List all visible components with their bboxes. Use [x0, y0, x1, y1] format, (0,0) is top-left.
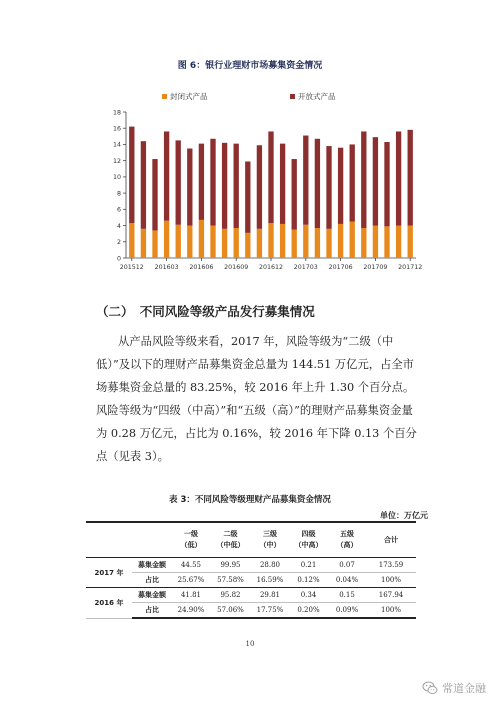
table-year-cell: 2017 年 [86, 558, 132, 588]
x-tick-label: 201709 [363, 264, 388, 271]
bar-segment [199, 144, 204, 220]
bar-segment [361, 131, 366, 228]
bar-segment [303, 225, 308, 258]
bar-segment [280, 224, 285, 258]
figure-title: 图 6：银行业理财市场募集资金情况 [177, 61, 323, 71]
table-value-cell: 0.15 [328, 588, 366, 603]
bar-segment [234, 144, 239, 228]
header-level-4: 四级 （中高） [289, 522, 328, 558]
y-tick-label: 16 [112, 125, 121, 133]
bar-segment [268, 131, 273, 223]
table-value-cell: 17.75% [251, 603, 289, 619]
bar-segment [129, 127, 134, 224]
bar-segment [315, 228, 320, 258]
x-tick-label: 201706 [328, 264, 353, 271]
legend-swatch [290, 94, 295, 99]
table-value-cell: 167.94 [366, 588, 416, 603]
table-metric-cell: 占比 [132, 603, 172, 619]
watermark [422, 680, 486, 696]
table-row [86, 558, 416, 573]
bar-segment [234, 228, 239, 258]
y-tick-label: 14 [112, 141, 121, 149]
table-value-cell: 0.09% [328, 603, 366, 619]
x-tick-label: 201512 [119, 264, 144, 271]
table-row [86, 588, 416, 603]
y-tick-label: 10 [112, 174, 121, 182]
y-tick-label: 18 [112, 109, 121, 117]
bar-segment [384, 142, 389, 226]
bar-segment [187, 226, 192, 258]
y-tick-label: 0 [116, 255, 121, 263]
bar-segment [164, 131, 169, 220]
table-value-cell: 0.20% [289, 603, 328, 619]
table-value-cell: 0.12% [289, 573, 328, 588]
wechat-icon [422, 680, 438, 696]
risk-level-table [86, 521, 416, 619]
x-tick-label: 201703 [293, 264, 318, 271]
bar-segment [257, 145, 262, 229]
bar-segment [141, 229, 146, 258]
bar-segment [303, 136, 308, 225]
y-tick-label: 6 [116, 206, 121, 214]
header-level-1: 一级 （低） [172, 522, 210, 558]
bar-segment [396, 131, 401, 225]
header-blank [86, 522, 132, 558]
bar-segment [141, 141, 146, 229]
bar-segment [408, 130, 413, 226]
bar-segment [268, 223, 273, 258]
legend-swatch [162, 94, 167, 99]
bar-segment [129, 223, 134, 258]
bar-segment [210, 226, 215, 258]
bar-segment [152, 230, 157, 258]
bar-segment [176, 140, 181, 224]
table-value-cell: 41.81 [172, 588, 210, 603]
table-value-cell: 29.81 [251, 588, 289, 603]
bar-segment [338, 148, 343, 224]
x-tick-label: 201612 [258, 264, 284, 271]
table-row [86, 603, 416, 619]
bar-segment [257, 229, 262, 258]
header-level-5: 五级 （高） [328, 522, 366, 558]
legend-label: 开放式产品 [298, 92, 336, 101]
bar-segment [280, 144, 285, 224]
table-value-cell: 0.34 [289, 588, 328, 603]
bar-segment [292, 230, 297, 258]
bar-segment [315, 139, 320, 228]
bar-segment [326, 146, 331, 229]
table-value-cell: 99.95 [210, 558, 251, 573]
legend-label: 封闭式产品 [170, 92, 208, 101]
y-tick-label: 12 [112, 157, 121, 165]
x-tick-label: 201609 [224, 264, 249, 271]
bar-segment [164, 221, 169, 258]
x-tick-label: 201603 [154, 264, 179, 271]
table-value-cell: 100% [366, 573, 416, 588]
bar-segment [245, 233, 250, 258]
bar-segment [222, 143, 227, 229]
bar-segment [373, 226, 378, 258]
bar-segment [361, 228, 366, 258]
header-level-3: 三级 （中） [251, 522, 289, 558]
stacked-bar-chart [104, 86, 426, 276]
bar-segment [222, 229, 227, 258]
table-row [86, 573, 416, 588]
y-tick-label: 2 [116, 239, 121, 247]
y-tick-label: 4 [116, 222, 121, 230]
table-value-cell: 0.21 [289, 558, 328, 573]
table-value-cell: 0.07 [328, 558, 366, 573]
section-title: （二） 不同风险等级产品发行募集情况 [96, 304, 315, 319]
table-value-cell: 25.67% [172, 573, 210, 588]
table-value-cell: 24.90% [172, 603, 210, 619]
page-number: 10 [245, 640, 255, 648]
bar-segment [384, 226, 389, 258]
table-year-cell: 2016 年 [86, 588, 132, 619]
table-value-cell: 100% [366, 603, 416, 619]
bar-segment [176, 225, 181, 258]
bar-segment [326, 229, 331, 258]
table-value-cell: 57.58% [210, 573, 251, 588]
table-header-row [86, 522, 416, 558]
bar-segment [408, 226, 413, 258]
table-value-cell: 0.04% [328, 573, 366, 588]
bar-segment [292, 159, 297, 230]
bar-segment [338, 224, 343, 258]
chart-bars [129, 127, 413, 258]
bar-segment [350, 222, 355, 259]
paragraph-text: 从产品风险等级来看，2017 年，风险等级为“二级（中低）”及以下的理财产品募集资金总量为 144.51 万亿元，占全市场募集资金总量的 83.25%，较 2016 年上升 1.30 个百分点。风险等级为“四级（中高）”和“五级（高）”的理财产品募集资金量为 0.28 万亿元，占比为 0.16%，较 2016 年下降 0.13 个百分点（见表 3）。 [96, 335, 417, 463]
table-metric-cell: 占比 [132, 573, 172, 588]
table-metric-cell: 募集金额 [132, 588, 172, 603]
table-value-cell: 44.55 [172, 558, 210, 573]
header-blank [132, 522, 172, 558]
bar-segment [210, 139, 215, 226]
table-value-cell: 28.80 [251, 558, 289, 573]
table-title: 表 3：不同风险等级理财产品募集资金情况 [169, 495, 331, 505]
table-value-cell: 16.59% [251, 573, 289, 588]
bar-segment [199, 220, 204, 258]
table-value-cell: 57.06% [210, 603, 251, 619]
bar-segment [396, 226, 401, 258]
header-total: 合计 [366, 522, 416, 558]
x-tick-label: 201712 [398, 264, 423, 271]
body-paragraph [96, 330, 420, 468]
bar-segment [373, 137, 378, 225]
chart-legend [162, 91, 336, 101]
table-value-cell: 95.82 [210, 588, 251, 603]
y-tick-label: 8 [116, 190, 121, 198]
bar-segment [187, 149, 192, 226]
bar-segment [245, 161, 250, 232]
bar-segment [350, 144, 355, 221]
table-value-cell: 173.59 [366, 558, 416, 573]
table-metric-cell: 募集金额 [132, 558, 172, 573]
x-tick-label: 201606 [189, 264, 214, 271]
watermark-text: 常道金融 [442, 682, 486, 695]
table-unit: 单位：万亿元 [380, 511, 428, 520]
bar-segment [152, 159, 157, 230]
header-level-2: 二级 （中低） [210, 522, 251, 558]
